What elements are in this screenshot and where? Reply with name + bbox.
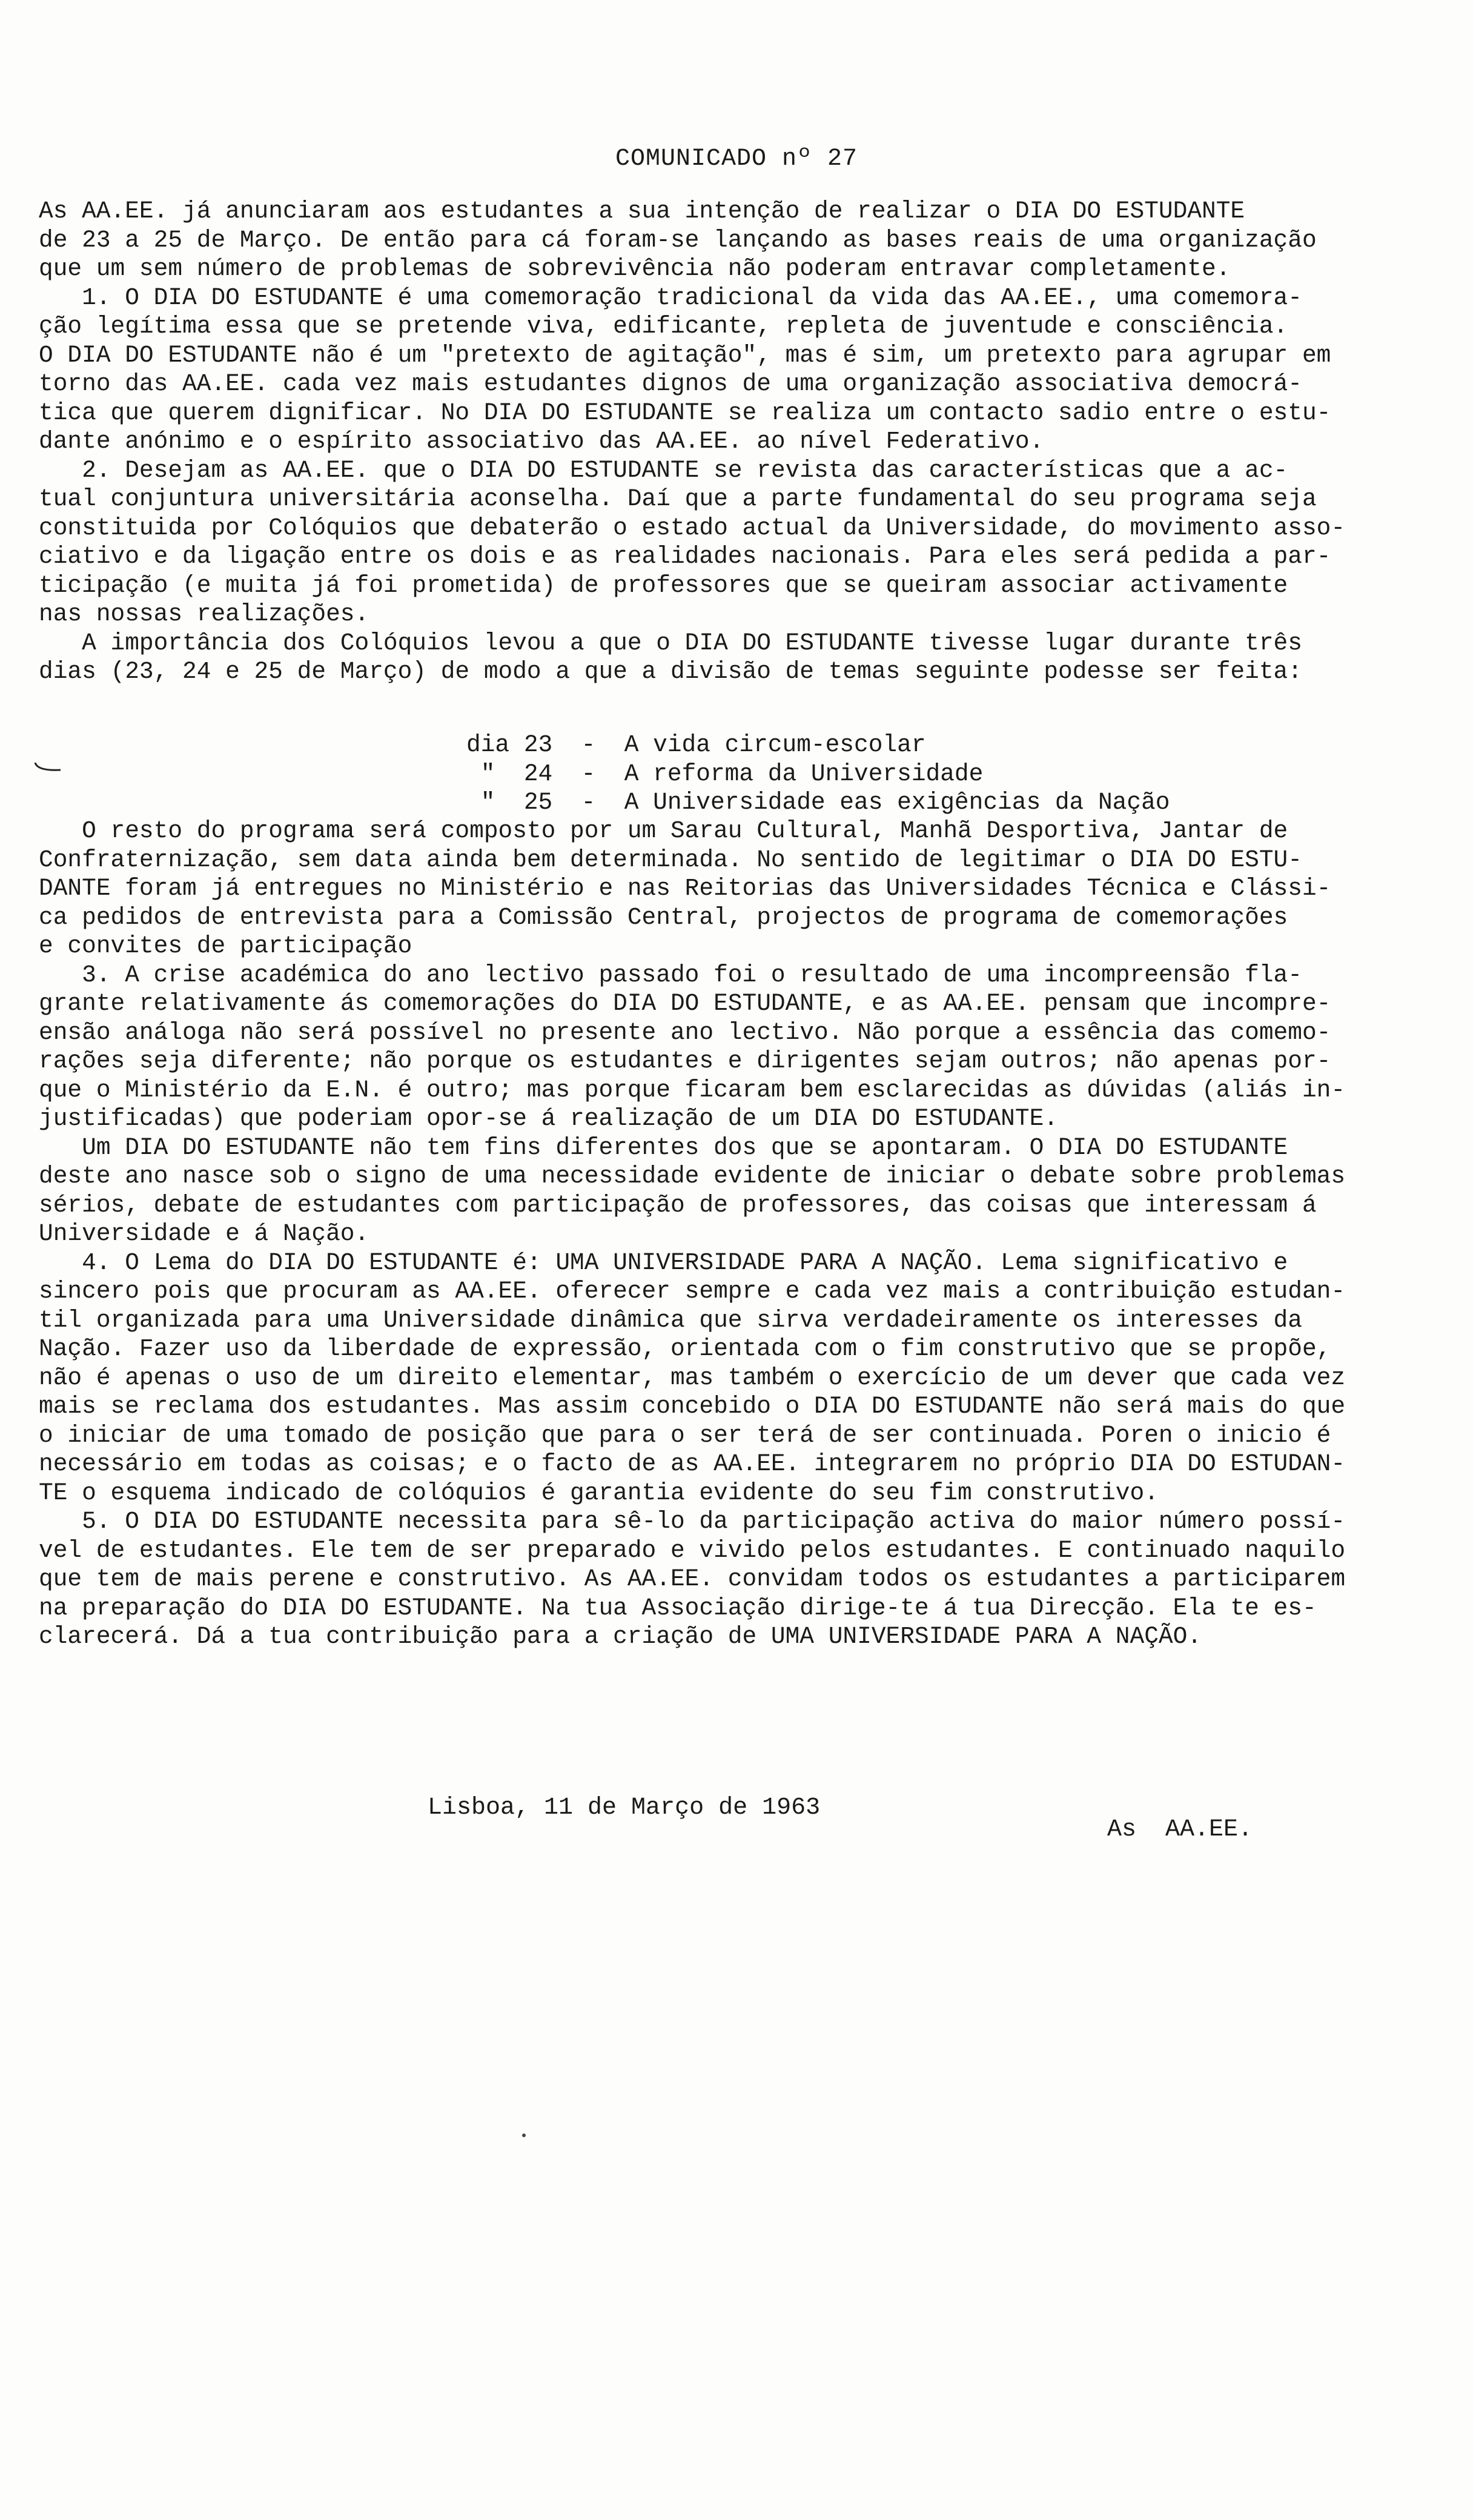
schedule-item: " 24 - A reforma da Universidade [466,760,984,788]
text-line: dias (23, 24 e 25 de Março) de modo a que a divisão de temas seguinte podesse ser feita: [39,658,1302,685]
text-line: vel de estudantes. Ele tem de ser preparado e vivido pelos estudantes. E continuado naquilo [39,1536,1346,1564]
text-line: sincero pois que procuram as AA.EE. oferecer sempre e cada vez mais a contribuição estudan- [39,1278,1346,1305]
text-line: As AA.EE. já anunciaram aos estudantes a sua intenção de realizar o DIA DO ESTUDANTE [39,197,1245,225]
text-line: O resto do programa será composto por um Sarau Cultural, Manhã Desportiva, Jantar de [39,817,1288,844]
text-line: 5. O DIA DO ESTUDANTE necessita para sê-lo da participação activa do maior número possí- [39,1508,1346,1535]
document-title: COMUNICADO nº 27 [615,145,858,173]
text-line: Universidade e á Nação. [39,1220,369,1247]
text-line: Confraternização, sem data ainda bem determinada. No sentido de legitimar o DIA DO ESTU- [39,846,1302,874]
text-line: Um DIA DO ESTUDANTE não tem fins diferentes dos que se apontaram. O DIA DO ESTUDANTE [39,1133,1288,1161]
text-line: Nação. Fazer uso da liberdade de expressão, orientada com o fim construtivo que se propõe, [39,1335,1331,1362]
text-line: de 23 a 25 de Março. De então para cá foram-se lançando as bases reais de uma organização [39,226,1317,254]
text-line: deste ano nasce sob o signo de uma necessidade evidente de iniciar o debate sobre problemas [39,1162,1346,1190]
text-line: ticipação (e muita já foi prometida) de professores que se queiram associar activamente [39,571,1288,599]
text-line: sérios, debate de estudantes com participação de professores, das coisas que interessam á [39,1191,1317,1219]
bottom-paragraphs [39,817,1426,1651]
signature: As AA.EE. [1107,1816,1253,1843]
text-line: 3. A crise académica do ano lectivo passado foi o resultado de uma incompreensão fla- [39,961,1302,989]
text-line: necessário em todas as coisas; e o facto de as AA.EE. integrarem no próprio DIA DO ESTUDAN- [39,1450,1346,1477]
text-line: o iniciar de uma tomado de posição que para o ser terá de ser continuada. Poren o inicio é [39,1421,1331,1449]
text-line: rações seja diferente; não porque os estudantes e dirigentes sejam outros; não apenas por- [39,1047,1331,1075]
text-line: TE o esquema indicado de colóquios é garantia evidente do seu fim construtivo. [39,1479,1159,1507]
text-line: 4. O Lema do DIA DO ESTUDANTE é: UMA UNIVERSIDADE PARA A NAÇÃO. Lema significativo e [39,1248,1288,1276]
text-line: que o Ministério da E.N. é outro; mas porque ficaram bem esclarecidas as dúvidas (aliás in- [39,1076,1346,1104]
text-line: ensão análoga não será possível no presente ano lectivo. Não porque a essência das comemo- [39,1018,1331,1046]
text-line: na preparação do DIA DO ESTUDANTE. Na tua Associação dirige-te á tua Direcção. Ela te es- [39,1594,1317,1622]
text-line: ca pedidos de entrevista para a Comissão Central, projectos de programa de comemorações [39,903,1288,931]
text-line: tica que querem dignificar. No DIA DO ESTUDANTE se realiza um contacto sadio entre o estu- [39,399,1331,426]
text-line: mais se reclama dos estudantes. Mas assim concebido o DIA DO ESTUDANTE não será mais do que [39,1393,1346,1420]
text-line: grante relativamente ás comemorações do DIA DO ESTUDANTE, e as AA.EE. pensam que incompre- [39,990,1331,1017]
schedule-item: " 25 - A Universidade eas exigências da Nação [466,789,1170,816]
text-line: justificadas) que poderiam opor-se á realização de um DIA DO ESTUDANTE. [39,1105,1058,1132]
text-line: que um sem número de problemas de sobrevivência não poderam entravar completamente. [39,255,1231,282]
text-line: 1. O DIA DO ESTUDANTE é uma comemoração tradicional da vida das AA.EE., uma comemora- [39,284,1302,311]
text-line: A importância dos Colóquios levou a que o DIA DO ESTUDANTE tivesse lugar durante três [39,629,1302,657]
margin-pen-mark [34,760,62,774]
text-line: dante anónimo e o espírito associativo das AA.EE. ao nível Federativo. [39,428,1044,455]
text-line: ciativo e da ligação entre os dois e as realidades nacionais. Para eles será pedida a par- [39,543,1331,570]
text-line: não é apenas o uso de um direito elementar, mas também o exercício de um dever que cada vez [39,1364,1346,1391]
text-line: que tem de mais perene e construtivo. As AA.EE. convidam todos os estudantes a participarem [39,1565,1346,1593]
text-line: ção legítima essa que se pretende viva, edificante, repleta de juventude e consciência. [39,313,1288,340]
text-line: tual conjuntura universitária aconselha. Daí que a parte fundamental do seu programa seja [39,485,1317,512]
text-line: e convites de participação [39,932,412,960]
text-line: O DIA DO ESTUDANTE não é um "pretexto de agitação", mas é sim, um pretexto para agrupar em [39,341,1331,369]
stray-mark [522,2134,526,2137]
top-paragraphs [39,197,1426,686]
place-date: Lisboa, 11 de Março de 1963 [428,1794,821,1822]
schedule-item: dia 23 - A vida circum-escolar [466,731,926,758]
text-line: torno das AA.EE. cada vez mais estudantes dignos de uma organização associativa democrá- [39,370,1302,397]
text-line: 2. Desejam as AA.EE. que o DIA DO ESTUDANTE se revista das características que a ac- [39,456,1288,484]
text-line: constituida por Colóquios que debaterão o estado actual da Universidade, do movimento asso- [39,514,1346,542]
text-line: til organizada para uma Universidade dinâmica que sirva verdadeiramente os interesses da [39,1306,1302,1334]
schedule-list [466,731,1314,817]
text-line: DANTE foram já entregues no Ministério e nas Reitorias das Universidades Técnica e Clássi- [39,875,1331,902]
text-line: clarecerá. Dá a tua contribuição para a criação de UMA UNIVERSIDADE PARA A NAÇÃO. [39,1623,1202,1650]
text-line: nas nossas realizações. [39,600,369,628]
